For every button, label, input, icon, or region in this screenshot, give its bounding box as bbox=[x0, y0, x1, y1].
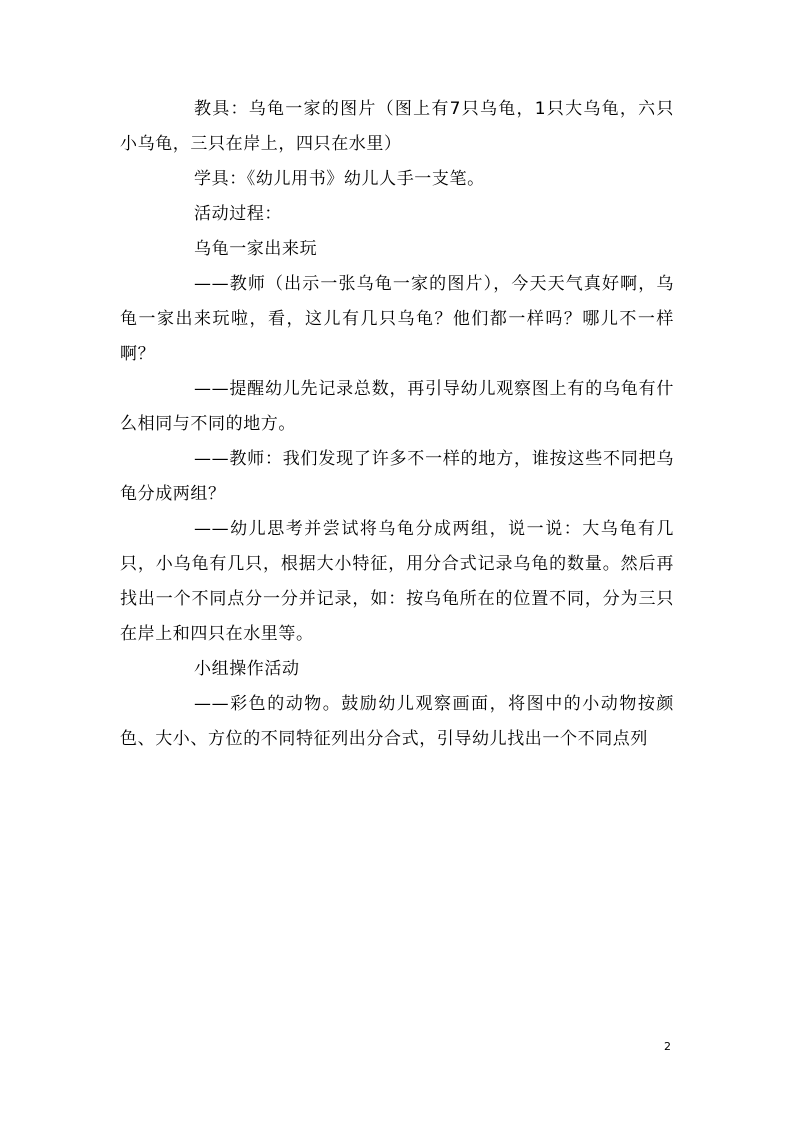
paragraph-activity-process-heading: 活动过程： bbox=[194, 204, 282, 224]
paragraph-children-split-groups: ——幼儿思考并尝试将乌龟分成两组，说一说：大乌龟有几只，小乌龟有几只，根据大小特征，用分合式记录乌龟的数量。然后再找出一个不同点分一分并记录，如：按乌龟所在的位置不同，分为三只在岸上和四只在水里等。 bbox=[120, 519, 674, 644]
paragraph-teacher-question-groups: ——教师：我们发现了许多不一样的地方，谁按这些不同把乌龟分成两组？ bbox=[120, 449, 674, 504]
page-number: 2 bbox=[664, 1040, 671, 1053]
paragraph-teacher-shows-picture: ——教师（出示一张乌龟一家的图片），今天天气真好啊，乌龟一家出来玩啦，看，这儿有几只乌龟？他们都一样吗？哪儿不一样啊？ bbox=[120, 274, 674, 364]
paragraph-section-group-activity: 小组操作活动 bbox=[194, 659, 300, 679]
paragraph-colorful-animals: ——彩色的动物。鼓励幼儿观察画面，将图中的小动物按颜色、大小、方位的不同特征列出分合式，引导幼儿找出一个不同点列 bbox=[120, 694, 674, 749]
paragraph-remind-record-total: ——提醒幼儿先记录总数，再引导幼儿观察图上有的乌龟有什么相同与不同的地方。 bbox=[120, 379, 674, 434]
paragraph-teaching-aids: 教具：乌龟一家的图片（图上有7只乌龟，1只大乌龟，六只小乌龟，三只在岸上，四只在水里） bbox=[120, 99, 674, 154]
paragraph-section-turtle-family: 乌龟一家出来玩 bbox=[194, 239, 318, 259]
paragraph-learning-aids: 学具：《幼儿用书》幼儿人手一支笔。 bbox=[194, 169, 485, 189]
body-text bbox=[120, 92, 674, 757]
